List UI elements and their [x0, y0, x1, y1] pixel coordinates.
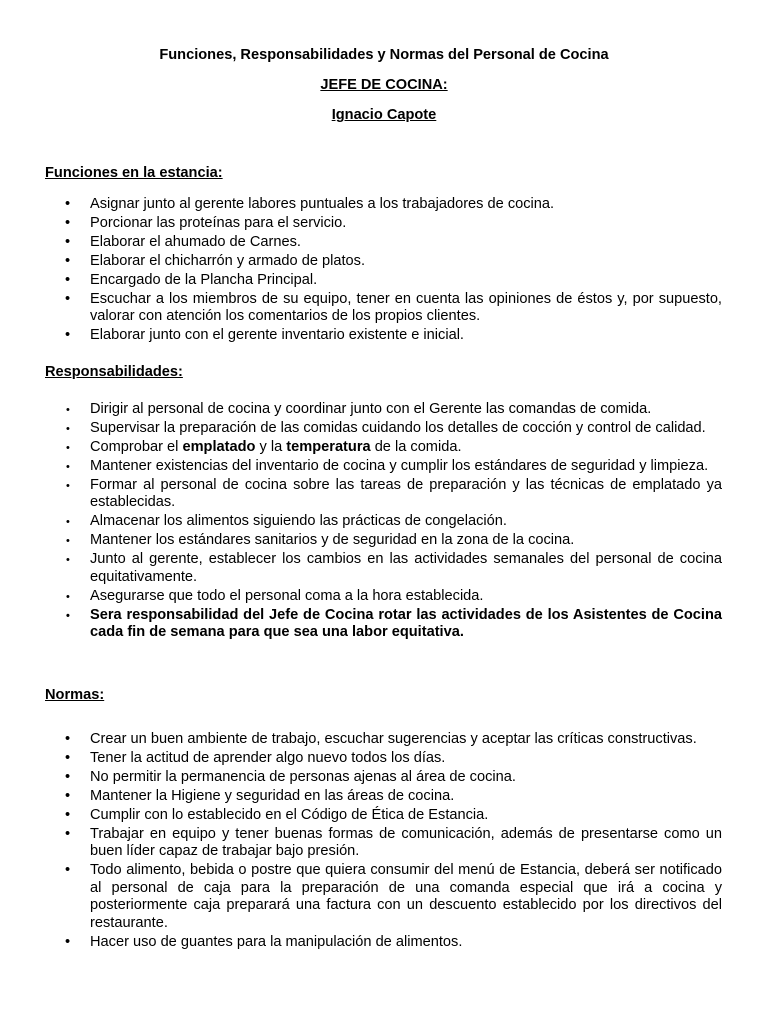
bullet-icon: • — [65, 826, 71, 842]
list-item: • Sera responsabilidad del Jefe de Cocina rotar las actividades de los Asistentes de Cocina cada fin de semana para que sea una labor equitativa. — [66, 606, 722, 641]
list-item: • Mantener los estándares sanitarios y de seguridad en la zona de la cocina. — [45, 532, 722, 549]
bullet-icon: • — [66, 609, 70, 622]
bullet-icon: • — [65, 215, 71, 231]
list-item: • Comprobar el emplatado y la temperatura de la comida. — [45, 439, 722, 456]
normas-heading: Normas: — [45, 687, 105, 703]
bullet-icon: • — [65, 933, 71, 950]
bullet-icon: • — [66, 590, 70, 603]
bullet-icon: • — [65, 291, 71, 307]
bullet-icon: • — [65, 750, 71, 766]
bullet-icon: • — [65, 788, 71, 804]
bullet-icon: • — [65, 807, 71, 823]
list-item: • Hacer uso de guantes para la manipulación de alimentos. — [65, 933, 463, 950]
bullet-icon: • — [65, 731, 71, 747]
person-name: Ignacio Capote — [331, 107, 437, 123]
list-item: • Cumplir con lo establecido en el Código de Ética de Estancia. — [65, 807, 489, 823]
bullet-icon: • — [66, 442, 70, 454]
role-title: JEFE DE COCINA: — [320, 77, 448, 93]
list-item: • No permitir la permanencia de personas ajenas al área de cocina. — [65, 769, 516, 785]
funciones-heading: Funciones en la estancia: — [45, 165, 223, 181]
list-item: • Mantener existencias del inventario de cocina y cumplir los estándares de seguridad y limpieza. — [45, 458, 722, 475]
normas-list — [45, 731, 722, 953]
bullet-icon: • — [66, 461, 70, 473]
bullet-icon: • — [65, 196, 71, 212]
bullet-icon: • — [66, 404, 70, 416]
list-item: • Elaborar el chicharrón y armado de platos. — [65, 253, 365, 269]
list-item: • Asegurarse que todo el personal coma a la hora establecida. — [45, 588, 722, 605]
list-item: • Escuchar a los miembros de su equipo, tener en cuenta las opiniones de éstos y, por supuesto, valorar con atención los comentarios de los propios clientes. — [65, 291, 722, 325]
list-item: • Formar al personal de cocina sobre las tareas de preparación y las técnicas de emplatado ya establecidas. — [66, 477, 722, 511]
funciones-list — [45, 196, 722, 346]
responsabilidades-list — [45, 401, 722, 643]
list-item: • Crear un buen ambiente de trabajo, escuchar sugerencias y aceptar las críticas constructivas. — [65, 731, 697, 747]
list-item: • Asignar junto al gerente labores puntuales a los trabajadores de cocina. — [65, 196, 555, 212]
list-item: • Supervisar la preparación de las comidas cuidando los detalles de cocción y control de calidad. — [45, 420, 722, 437]
bullet-icon: • — [66, 554, 70, 567]
list-item: • Encargado de la Plancha Principal. — [65, 272, 318, 288]
bullet-icon: • — [66, 480, 70, 492]
list-item: • Dirigir al personal de cocina y coordinar junto con el Gerente las comandas de comida. — [45, 401, 722, 418]
bullet-icon: • — [65, 234, 71, 250]
bullet-icon: • — [66, 516, 70, 529]
list-item: • Junto al gerente, establecer los cambios en las actividades semanales del personal de cocina equitativamente. — [66, 551, 722, 585]
list-item: • Tener la actitud de aprender algo nuevo todos los días. — [65, 750, 446, 766]
bullet-icon: • — [65, 327, 71, 344]
list-item: • Trabajar en equipo y tener buenas formas de comunicación, además de presentarse como un buen líder capaz de trabajar bajo presión. — [65, 826, 722, 860]
list-item: • Todo alimento, bebida o postre que quiera consumir del menú de Estancia, deberá ser notificado al personal de caja para la preparación de una comanda especial que irá a cocina y posteriormente caja preparará una factura con un descuento establecido por los directivos del restaurante. — [65, 862, 722, 931]
bullet-icon: • — [66, 423, 70, 435]
bullet-icon: • — [66, 535, 70, 548]
bullet-icon: • — [65, 769, 71, 785]
bullet-icon: • — [65, 253, 71, 269]
bullet-icon: • — [65, 272, 71, 288]
responsabilidades-heading: Responsabilidades: — [45, 364, 183, 380]
list-item: • Mantener la Higiene y seguridad en las áreas de cocina. — [65, 788, 455, 804]
bullet-icon: • — [65, 862, 71, 879]
list-item: • Almacenar los alimentos siguiendo las prácticas de congelación. — [45, 513, 722, 530]
list-item: • Elaborar el ahumado de Carnes. — [65, 234, 301, 250]
list-item: • Porcionar las proteínas para el servicio. — [65, 215, 347, 231]
list-item: • Elaborar junto con el gerente inventario existente e inicial. — [65, 327, 464, 344]
document-title: Funciones, Responsabilidades y Normas del Personal de Cocina — [159, 47, 609, 63]
